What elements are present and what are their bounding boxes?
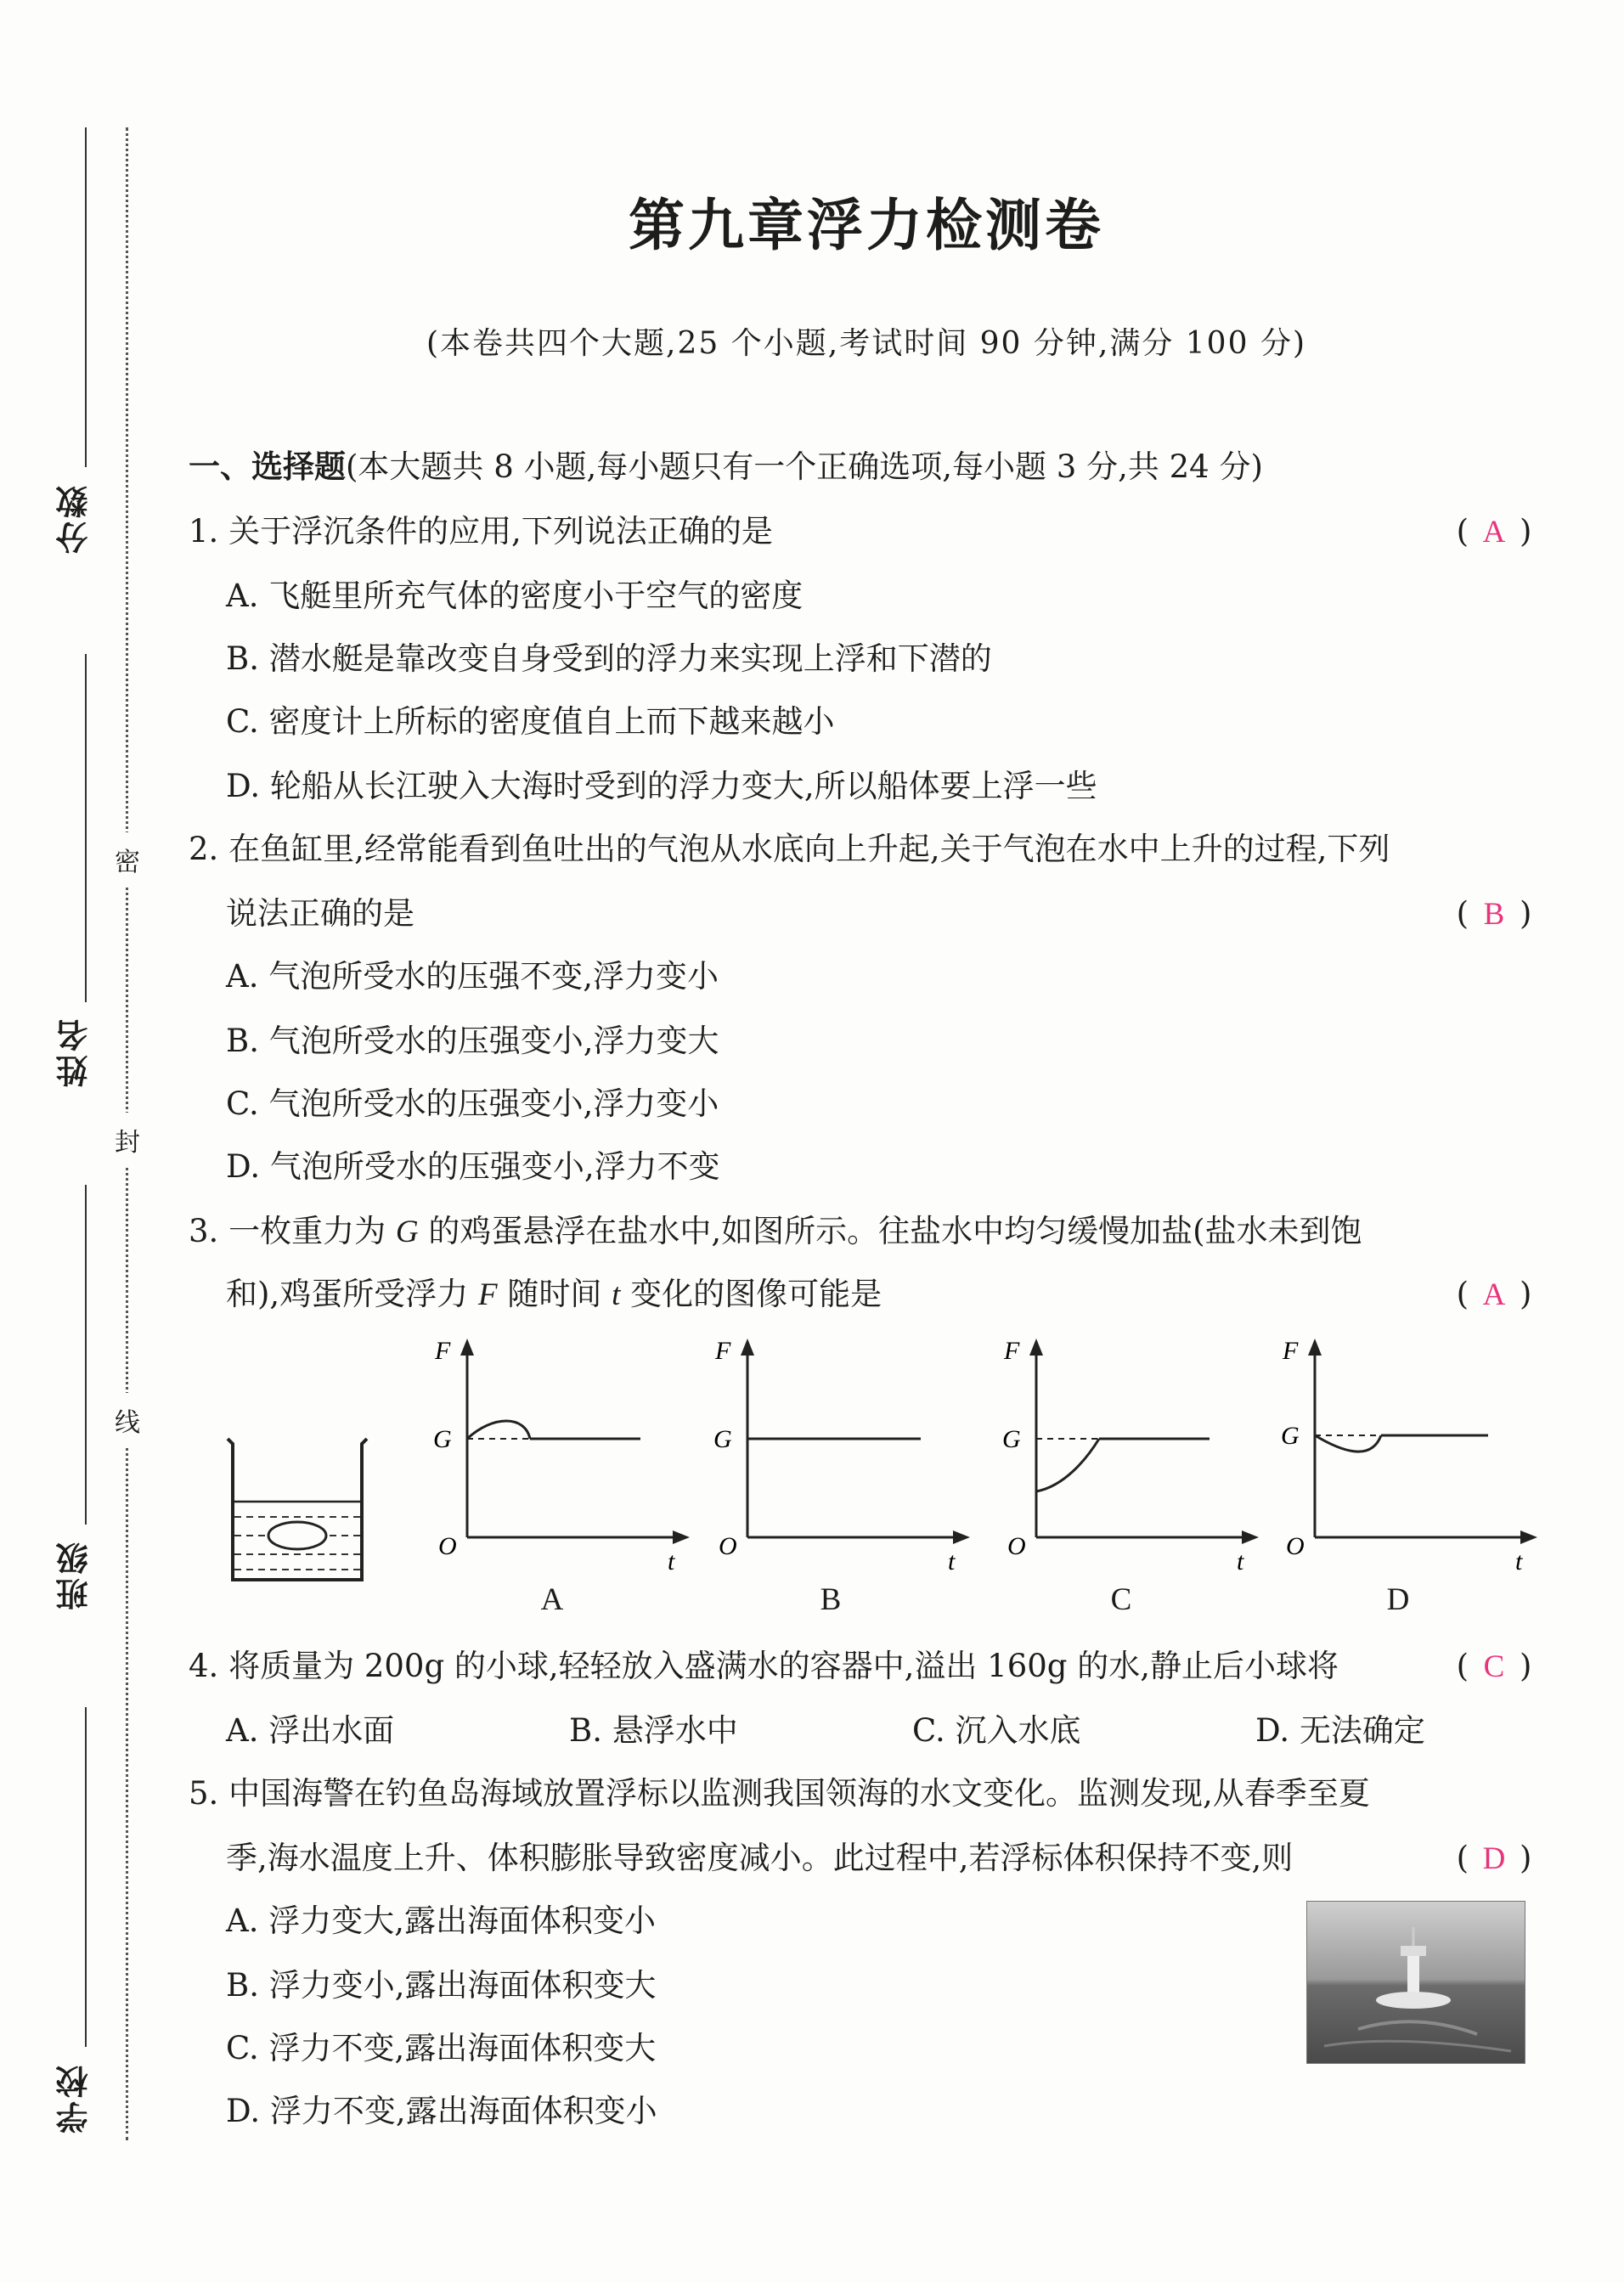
graph-label-b: B <box>820 1582 842 1617</box>
axis-label-f: F <box>715 1337 731 1365</box>
question-1-option-d: D. 轮船从长江驶入大海时受到的浮力变大,所以船体要上浮一些 <box>226 768 1097 804</box>
axis-label-f: F <box>1004 1337 1020 1365</box>
question-text: 和),鸡蛋所受浮力 <box>226 1276 478 1312</box>
question-5-option-d: D. 浮力不变,露出海面体积变小 <box>226 2093 657 2129</box>
answer-bracket: ( B ) <box>1439 888 1549 940</box>
variable-f: F <box>477 1277 498 1312</box>
axis-label-o: O <box>1007 1532 1026 1560</box>
axis-label-o: O <box>719 1532 737 1560</box>
question-4-option-a: A. 浮出水面 <box>226 1712 395 1749</box>
class-label: 班级 <box>56 1539 93 1610</box>
question-text: 1. 关于浮沉条件的应用,下列说法正确的是 <box>189 513 773 550</box>
question-text: 随时间 <box>497 1276 612 1312</box>
axis-label-o: O <box>438 1532 457 1560</box>
axis-label-g: G <box>1281 1422 1300 1450</box>
question-4-option-b: B. 悬浮水中 <box>569 1712 738 1749</box>
beaker-figure <box>221 1435 374 1588</box>
question-2-stem-line1: 2. 在鱼缸里,经常能看到鱼吐出的气泡从水底向上升起,关于气泡在水中上升的过程,下列 <box>189 831 1390 867</box>
section-desc: (本大题共 8 小题,每小题只有一个正确选项,每小题 3 分,共 24 分) <box>346 448 1263 485</box>
school-label: 学校 <box>56 2062 93 2134</box>
question-4-option-c: C. 沉入水底 <box>912 1712 1081 1749</box>
graph-a <box>425 1333 696 1588</box>
answer-letter: C <box>1483 1649 1505 1684</box>
question-2-option-b: B. 气泡所受水的压强变小,浮力变大 <box>226 1023 719 1059</box>
answer-letter: B <box>1483 897 1505 932</box>
axis-label-t: t <box>1515 1547 1523 1576</box>
question-text: 说法正确的是 <box>226 895 414 932</box>
axis-label-f: F <box>435 1337 451 1365</box>
graph-b <box>705 1333 977 1588</box>
answer-letter: A <box>1482 1277 1506 1312</box>
answer-bracket: ( C ) <box>1439 1641 1549 1693</box>
graph-label-d: D <box>1386 1582 1410 1617</box>
section-heading <box>189 442 1549 493</box>
name-label: 姓名 <box>56 1016 93 1087</box>
seal-char-feng: 封 <box>109 1113 146 1167</box>
score-label: 分数 <box>56 482 93 554</box>
graph-d <box>1272 1333 1544 1588</box>
answer-bracket: ( D ) <box>1439 1833 1549 1885</box>
margin-rule-2 <box>85 654 87 1002</box>
axis-label-t: t <box>1237 1547 1244 1576</box>
question-2-option-a: A. 气泡所受水的压强不变,浮力变小 <box>226 958 719 995</box>
question-text: 3. 一枚重力为 <box>189 1213 396 1249</box>
seal-char-mi: 密 <box>109 832 146 887</box>
question-text: 变化的图像可能是 <box>620 1276 882 1312</box>
answer-bracket: ( A ) <box>1439 1269 1549 1321</box>
axis-label-g: G <box>1002 1425 1021 1453</box>
variable-t: t <box>612 1277 621 1312</box>
question-1-stem <box>189 506 1549 557</box>
question-3-stem-line1 <box>189 1206 1549 1257</box>
margin-rule-3 <box>85 1185 87 1525</box>
question-2-option-d: D. 气泡所受水的压强变小,浮力不变 <box>226 1148 720 1185</box>
axis-label-f: F <box>1283 1337 1299 1365</box>
question-2-stem-line2 <box>226 888 1549 939</box>
axis-label-t: t <box>948 1547 956 1576</box>
margin-rule-4 <box>85 1707 87 2047</box>
question-1-option-b: B. 潜水艇是靠改变自身受到的浮力来实现上浮和下潜的 <box>226 640 992 677</box>
question-3-stem-line2 <box>226 1269 1549 1320</box>
answer-bracket: ( A ) <box>1439 506 1549 558</box>
question-4-options <box>226 1705 1549 1756</box>
buoy-photo <box>1306 1901 1525 2064</box>
graph-label-c: C <box>1110 1582 1132 1617</box>
question-5-option-c: C. 浮力不变,露出海面体积变大 <box>226 2030 657 2066</box>
question-1-option-c: C. 密度计上所标的密度值自上而下越来越小 <box>226 703 835 740</box>
graph-c <box>994 1333 1266 1588</box>
question-5-stem-line1: 5. 中国海警在钓鱼岛海域放置浮标以监测我国领海的水文变化。监测发现,从春季至夏 <box>189 1775 1370 1812</box>
axis-label-t: t <box>668 1547 675 1576</box>
question-text: 季,海水温度上升、体积膨胀导致密度减小。此过程中,若浮标体积保持不变,则 <box>226 1840 1294 1876</box>
question-text: 4. 将质量为 200g 的小球,轻轻放入盛满水的容器中,溢出 160g 的水,静止后小球将 <box>189 1648 1339 1684</box>
seal-char-xian: 线 <box>109 1393 146 1447</box>
answer-letter: D <box>1482 1841 1506 1876</box>
question-4-stem <box>189 1641 1549 1692</box>
answer-letter: A <box>1482 515 1506 550</box>
graph-label-a: A <box>540 1582 564 1617</box>
question-2-option-c: C. 气泡所受水的压强变小,浮力变小 <box>226 1085 719 1122</box>
page-title: 第九章浮力检测卷 <box>629 193 1104 258</box>
axis-label-o: O <box>1286 1532 1305 1560</box>
section-label: 一、选择题 <box>189 448 346 485</box>
margin-rule-top <box>85 127 87 467</box>
question-5-stem-line2 <box>226 1833 1549 1884</box>
exam-subtitle: (本卷共四个大题,25 个小题,考试时间 90 分钟,满分 100 分) <box>426 326 1306 361</box>
axis-label-g: G <box>713 1425 732 1453</box>
egg-shape <box>268 1522 326 1549</box>
axis-label-g: G <box>433 1425 452 1453</box>
question-1-option-a: A. 飞艇里所充气体的密度小于空气的密度 <box>226 578 804 614</box>
variable-g: G <box>395 1215 419 1249</box>
question-5-option-a: A. 浮力变大,露出海面体积变小 <box>226 1902 657 1939</box>
buoy-shape <box>1307 1902 1525 2063</box>
question-5-option-b: B. 浮力变小,露出海面体积变大 <box>226 1967 657 2004</box>
question-4-option-d: D. 无法确定 <box>1255 1712 1425 1749</box>
question-text: 的鸡蛋悬浮在盐水中,如图所示。往盐水中均匀缓慢加盐(盐水未到饱 <box>418 1213 1362 1249</box>
